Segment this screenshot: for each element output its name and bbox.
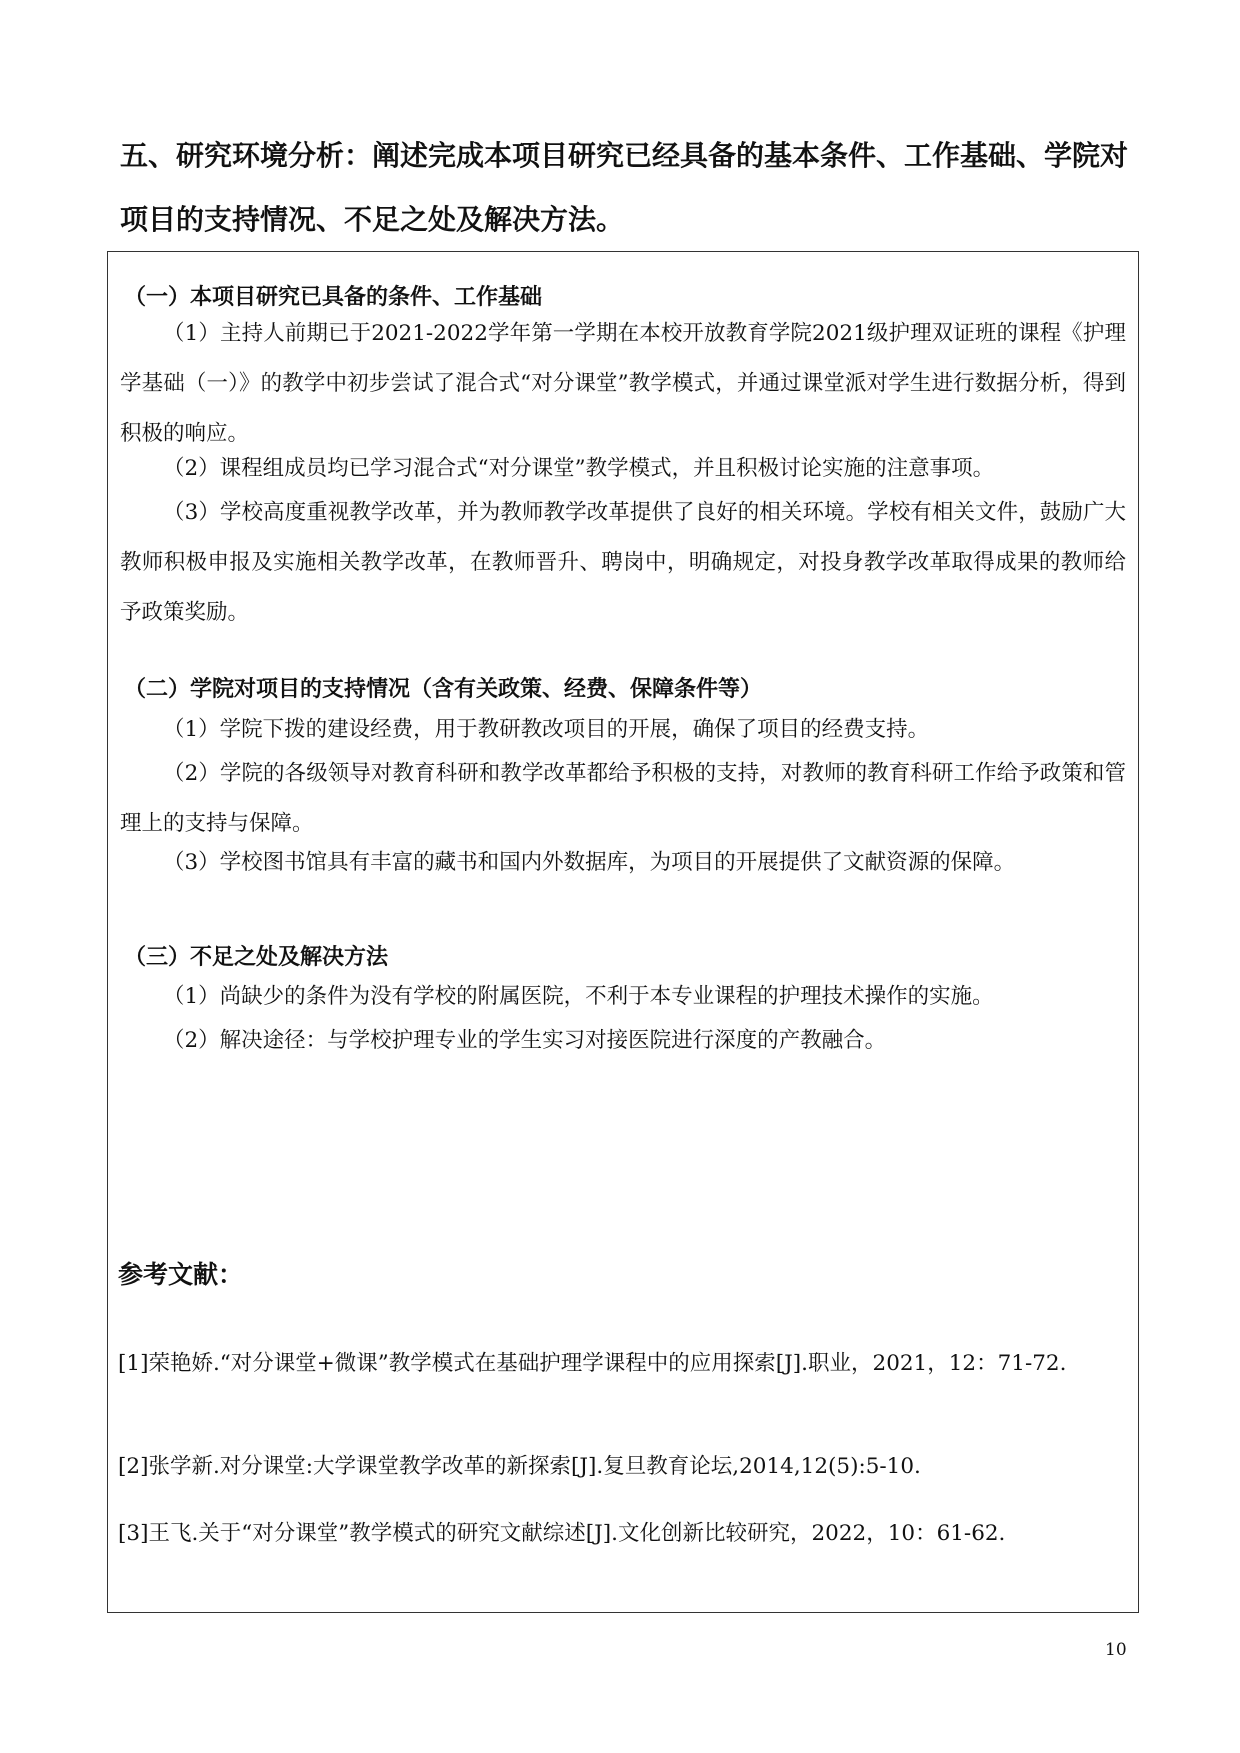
paragraph: （1）尚缺少的条件为没有学校的附属医院，不利于本专业课程的护理技术操作的实施。 (163, 984, 994, 1009)
reference-item: [1]荣艳娇.“对分课堂+微课”教学模式在基础护理学课程中的应用探索[J].职业，2021，12：71-72. (118, 1351, 1067, 1376)
paragraph: （3）学校高度重视教学改革，并为教师教学改革提供了良好的相关环境。学校有相关文件，鼓励广大教师积极申报及实施相关教学改革，在教师晋升、聘岗中，明确规定，对投身教学改革取得成果的教师给予政策奖励。 (120, 500, 1126, 625)
reference-item: [3]王飞.关于“对分课堂”教学模式的研究文献综述[J].文化创新比较研究，2022，10：61-62. (118, 1521, 1006, 1546)
section-title-support: （二）学院对项目的支持情况（含有关政策、经费、保障条件等） (124, 677, 763, 702)
page-number: 10 (1105, 1640, 1127, 1660)
paragraph: （2）课程组成员均已学习混合式“对分课堂”教学模式，并且积极讨论实施的注意事项。 (163, 456, 995, 481)
paragraph: （1）主持人前期已于2021-2022学年第一学期在本校开放教育学院2021级护理双证班的课程《护理学基础（一）》的教学中初步尝试了混合式“对分课堂”教学模式，并通过课堂派对学生进行数据分析，得到积极的响应。 (120, 321, 1126, 446)
paragraph: （2）解决途径：与学校护理专业的学生实习对接医院进行深度的产教融合。 (163, 1028, 887, 1053)
paragraph: （3）学校图书馆具有丰富的藏书和国内外数据库，为项目的开展提供了文献资源的保障。 (163, 850, 1016, 875)
page-heading: 五、研究环境分析：阐述完成本项目研究已经具备的基本条件、工作基础、学院对项目的支持情况、不足之处及解决方法。 (120, 139, 1129, 236)
content-box (107, 251, 1139, 1613)
reference-item: [2]张学新.对分课堂:大学课堂教学改革的新探索[J].复旦教育论坛,2014,12(5):5-10. (118, 1454, 921, 1479)
paragraph: （2）学院的各级领导对教育科研和教学改革都给予积极的支持，对教师的教育科研工作给予政策和管理上的支持与保障。 (120, 761, 1126, 836)
section-title-conditions: （一）本项目研究已具备的条件、工作基础 (124, 285, 543, 310)
paragraph: （1）学院下拨的建设经费，用于教研教改项目的开展，确保了项目的经费支持。 (163, 717, 930, 742)
references-title: 参考文献： (118, 1260, 244, 1289)
section-title-shortcomings: （三）不足之处及解决方法 (124, 945, 389, 970)
